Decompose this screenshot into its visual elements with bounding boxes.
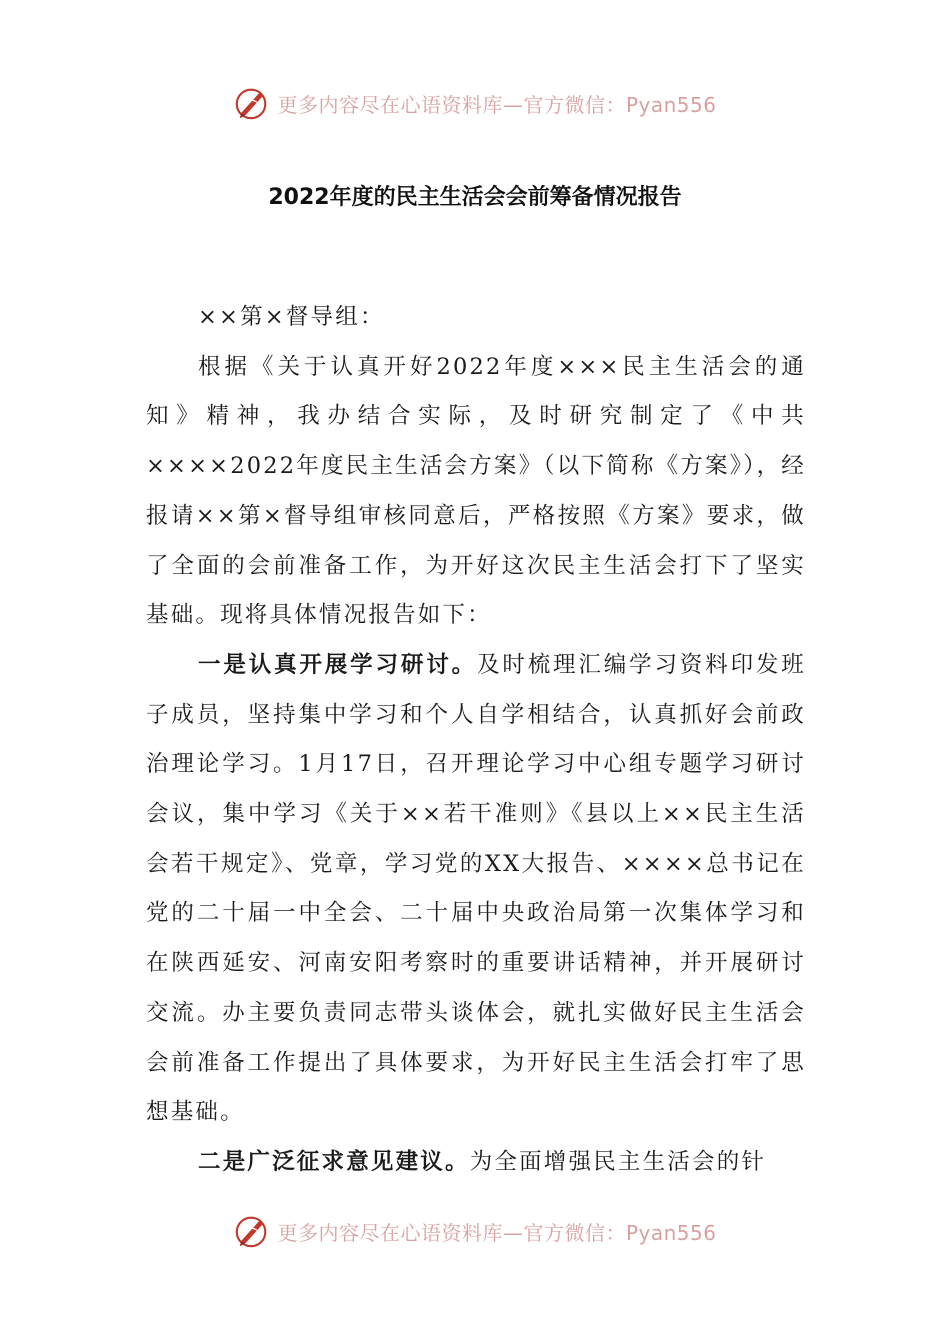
section-2-body: 为全面增强民主生活会的针: [469, 1148, 767, 1175]
section-1-paragraph: [146, 641, 806, 1138]
section-1-body: 及时梳理汇编学习资料印发班子成员，坚持集中学习和个人自学相结合，认真抓好会前政治理论学习。1月17日，召开理论学习中心组专题学习研讨会议，集中学习《关于××若干准则》《县以上××民主生活会若干规定》、党章，学习党的XX大报告、××××总书记在党的二十届一中全会、二十届中央政治局第一次集体学习和在陕西延安、河南安阳考察时的重要讲话精神，并开展研讨交流。办主要负责同志带头谈体会，就扎实做好民主生活会会前准备工作提出了具体要求，为开好民主生活会打牢了思想基础。: [146, 651, 806, 1126]
salutation: ××第×督导组：: [198, 304, 385, 330]
pen-logo-icon: [233, 1212, 271, 1250]
pen-logo-icon: [233, 84, 271, 122]
footer-banner-text: 更多内容尽在心语资料库—官方微信：Pyan556: [277, 1220, 717, 1245]
section-2-lead: 二是广泛征求意见建议。: [198, 1148, 470, 1175]
document-body: [146, 293, 806, 1188]
document-title: 2022年度的民主生活会会前筹备情况报告: [268, 185, 682, 210]
footer-banner: [0, 1206, 950, 1256]
section-2-paragraph: [146, 1138, 806, 1188]
section-1-lead: 一是认真开展学习研讨。: [198, 651, 477, 678]
header-banner-text: 更多内容尽在心语资料库—官方微信：Pyan556: [277, 92, 717, 117]
header-banner: [0, 78, 950, 128]
intro-paragraph: 根据《关于认真开好2022年度×××民主生活会的通知》精神，我办结合实际，及时研究制定了《中共××××2022年度民主生活会方案》（以下简称《方案》），经报请××第×督导组审核同意后，严格按照《方案》要求，做了全面的会前准备工作，为开好这次民主生活会打下了坚实基础。现将具体情况报告如下：: [146, 353, 806, 629]
